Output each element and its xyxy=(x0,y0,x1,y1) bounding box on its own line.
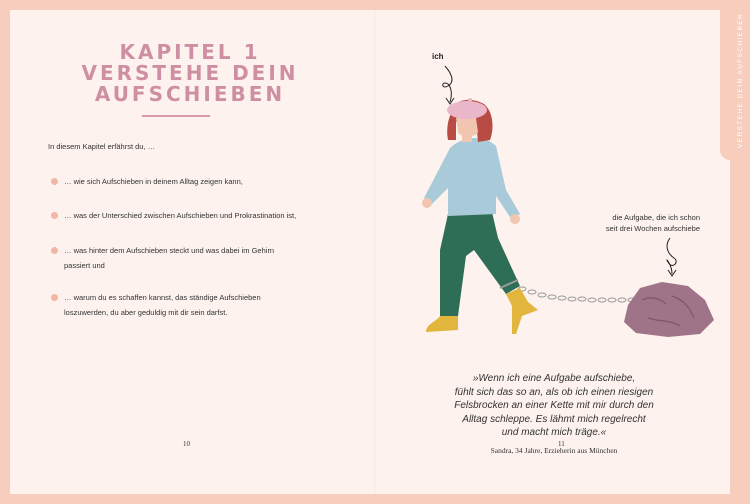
rock xyxy=(624,282,714,337)
chapter-title-line: VERSTEHE DEIN xyxy=(81,61,299,85)
left-shoe xyxy=(426,316,458,332)
quote xyxy=(438,372,670,440)
quote-line: fühlt sich das so an, als ob ich einen riesigen xyxy=(454,386,654,398)
side-tab-label: VERSTEHE DEIN AUFSCHIEBEN xyxy=(737,12,744,148)
right-shoe xyxy=(506,288,538,334)
page-number-right: 11 xyxy=(558,440,565,448)
chapter-intro: In diesem Kapitel erfährst du, … xyxy=(48,142,156,151)
quote-attribution: Sandra, 34 Jahre, Erzieherin aus München xyxy=(490,446,618,455)
sweater xyxy=(424,138,520,220)
pointer-arrow-ich xyxy=(443,66,452,102)
list-item-text: passiert und xyxy=(64,261,105,270)
pants xyxy=(440,212,520,316)
quote-line: Alltag schleppe. Es lähmt mich regelrecht xyxy=(462,413,646,425)
beret xyxy=(447,101,487,119)
list-item-text: loszuwerden, du aber geduldig mit dir sein darfst. xyxy=(64,308,228,317)
chapter-title-line: KAPITEL 1 xyxy=(119,40,261,64)
rock-label-line: seit drei Wochen aufschiebe xyxy=(605,224,700,233)
chapter-title-line: AUFSCHIEBEN xyxy=(94,82,286,106)
list-item-text: … was hinter dem Aufschieben steckt und was dabei im Gehirn xyxy=(64,246,275,255)
pointer-arrow-rock xyxy=(667,238,676,274)
right-hand xyxy=(510,214,520,224)
quote-line: Felsbrocken an einer Kette mit mir durch den xyxy=(454,400,654,411)
rock-label-line: die Aufgabe, die ich schon xyxy=(612,213,700,222)
left-hand xyxy=(422,198,432,208)
face xyxy=(456,118,478,137)
quote-line: und macht mich träge.« xyxy=(501,427,607,438)
rock-label xyxy=(570,212,700,234)
list-item-text: … warum du es schaffen kannst, das ständige Aufschieben xyxy=(64,293,261,302)
list-item-text: … was der Unterschied zwischen Aufschieben und Prokrastination ist, xyxy=(64,211,297,220)
chain xyxy=(518,287,636,302)
quote-line: »Wenn ich eine Aufgabe aufschiebe, xyxy=(472,373,636,384)
ich-label: ich xyxy=(432,52,444,61)
page-number-left: 10 xyxy=(183,440,190,448)
list-item-text: … wie sich Aufschieben in deinem Alltag zeigen kann, xyxy=(64,177,243,186)
